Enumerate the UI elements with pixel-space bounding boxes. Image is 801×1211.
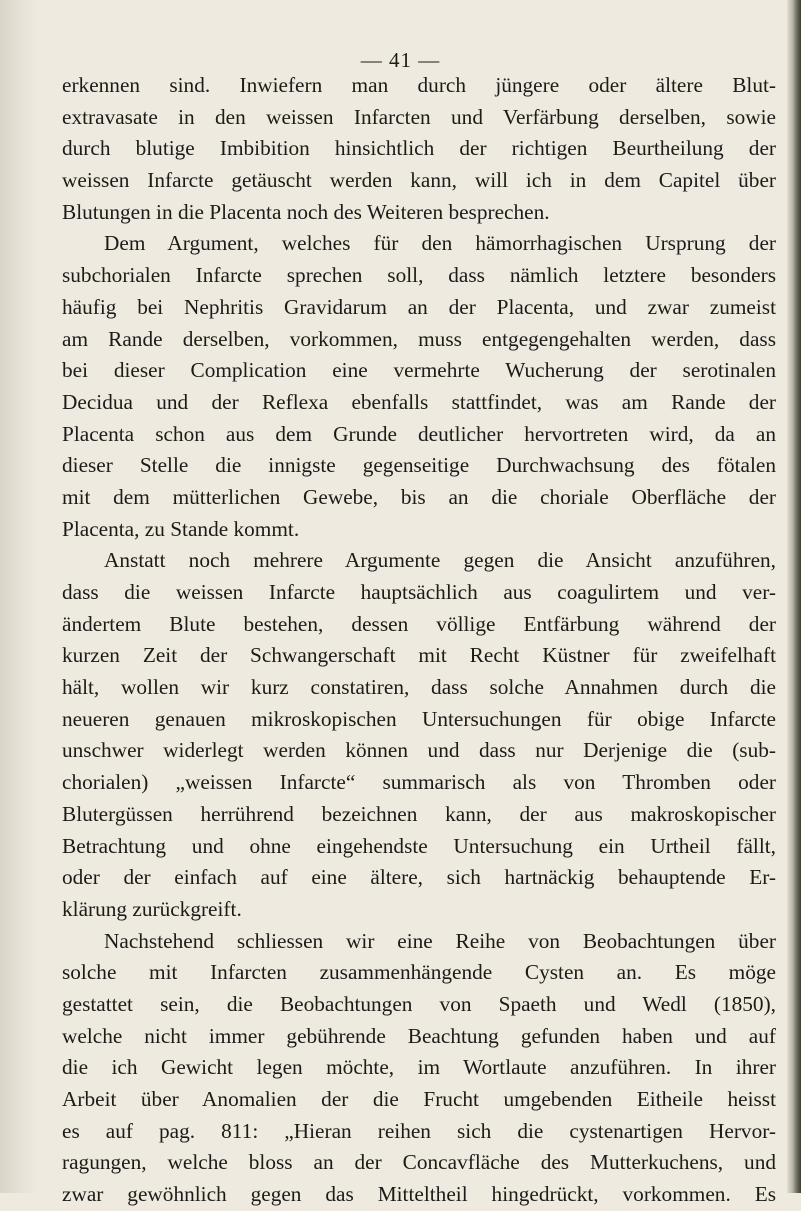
text-line: Arbeit über Anomalien der die Frucht umgebenden Eitheile heisst — [62, 1087, 776, 1111]
text-line: Blutungen in die Placenta noch des Weiteren besprechen. — [62, 199, 550, 224]
text-line: hält, wollen wir kurz constatiren, dass solche Annahmen durch die — [62, 675, 776, 700]
text-line: subchorialen Infarcte sprechen soll, dass nämlich letztere besonders — [62, 263, 776, 288]
text-line: es auf pag. 811: „Hieran reihen sich die cystenartigen Hervor- — [62, 1118, 776, 1143]
text-line: unschwer widerlegt werden können und dass nur Derjenige die (sub- — [62, 738, 776, 763]
text-line: Dem Argument, welches für den hämorrhagischen Ursprung der — [104, 231, 776, 256]
text-line: Placenta schon aus dem Grunde deutlicher hervortreten wird, da an — [62, 421, 776, 446]
text-line: erkennen sind. Inwiefern man durch jüngere oder ältere Blut- — [62, 73, 776, 97]
text-line: Blutergüssen herrührend bezeichnen kann, der aus makroskopischer — [62, 801, 776, 826]
text-line: Decidua und der Reflexa ebenfalls stattfindet, was am Rande der — [62, 389, 776, 414]
page-edge — [787, 0, 801, 1193]
text-line: Betrachtung und ohne eingehendste Untersuchung ein Urtheil fällt, — [62, 833, 776, 858]
text-line: weissen Infarcte getäuscht werden kann, will ich in dem Capitel über — [62, 168, 776, 193]
text-line: chorialen) „weissen Infarcte“ summarisch als von Thromben oder — [62, 770, 776, 795]
text-line: Anstatt noch mehrere Argumente gegen die Ansicht anzuführen, — [104, 548, 776, 573]
text-line: durch blutige Imbibition hinsichtlich der richtigen Beurtheilung der — [62, 136, 776, 161]
text-line: solche mit Infarcten zusammenhängende Cysten an. Es möge — [62, 960, 776, 985]
text-line: häufig bei Nephritis Gravidarum an der Placenta, und zwar zumeist — [62, 294, 776, 319]
text-line: oder der einfach auf eine ältere, sich hartnäckig behauptende Er- — [62, 865, 776, 890]
text-line: Placenta, zu Stande kommt. — [62, 516, 300, 541]
text-line: dass die weissen Infarcte hauptsächlich aus coagulirtem und ver- — [62, 580, 776, 604]
text-line: welche nicht immer gebührende Beachtung gefunden haben und auf — [62, 1023, 776, 1048]
body-text — [62, 70, 776, 1211]
text-line: klärung zurückgreift. — [62, 896, 242, 921]
text-line: gestattet sein, die Beobachtungen von Spaeth und Wedl (1850), — [62, 991, 776, 1016]
text-line: bei dieser Complication eine vermehrte Wucherung der serotinalen — [62, 358, 776, 383]
page-number: — 41 — — [360, 48, 441, 72]
text-line: ragungen, welche bloss an der Concavfläche des Mutterkuchens, und — [62, 1150, 776, 1175]
text-line: Nachstehend schliessen wir eine Reihe von Beobachtungen über — [104, 928, 776, 953]
text-line: zwar gewöhnlich gegen das Mitteltheil hingedrückt, vorkommen. Es — [62, 1182, 776, 1207]
text-line: dieser Stelle die innigste gegenseitige Durchwachsung des fötalen — [62, 453, 776, 478]
text-line: am Rande derselben, vorkommen, muss entgegengehalten werden, dass — [62, 326, 776, 351]
text-line: neueren genauen mikroskopischen Untersuchungen für obige Infarcte — [62, 706, 776, 731]
text-line: kurzen Zeit der Schwangerschaft mit Recht Küstner für zweifelhaft — [62, 643, 776, 668]
text-line: extravasate in den weissen Infarcten und Verfärbung derselben, sowie — [62, 104, 776, 129]
page-gutter-shadow — [0, 0, 40, 1193]
text-line: mit dem mütterlichen Gewebe, bis an die choriale Oberfläche der — [62, 484, 776, 509]
text-line: ändertem Blute bestehen, dessen völlige Entfärbung während der — [62, 611, 776, 636]
text-line: die ich Gewicht legen möchte, im Wortlaute anzuführen. In ihrer — [62, 1055, 776, 1080]
